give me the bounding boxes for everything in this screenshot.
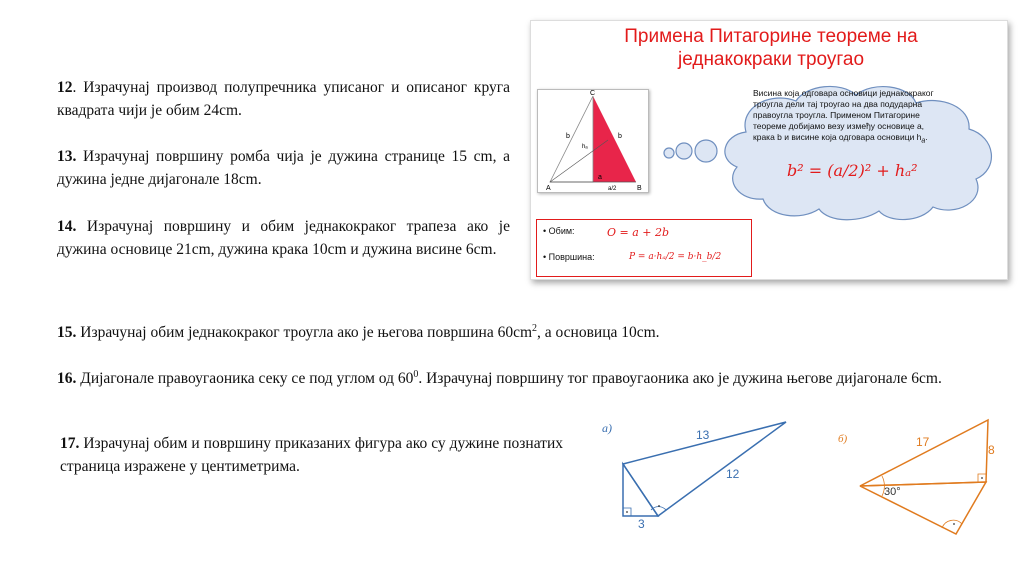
- problem-number: 16.: [57, 370, 77, 387]
- problem-12: [57, 76, 510, 122]
- perimeter-label: Обим:: [548, 226, 575, 236]
- area-label: Површина:: [548, 252, 595, 262]
- vertex-a: A: [546, 185, 551, 192]
- side-b-right: b: [618, 133, 622, 140]
- problem-number: 15.: [57, 324, 77, 341]
- formula-box: • Обим: O = a + 2b • Површина: P = a·hₐ/2 = b·h_b/2: [536, 219, 752, 277]
- problem-text: Израчунај обим и површину приказаних фигура ако су дужине познатих страница изражене у центиметрима.: [60, 435, 563, 475]
- vertex-c: C: [590, 90, 596, 97]
- perimeter-formula: O = a + 2b: [607, 226, 670, 239]
- problem-text-end: . Израчунај површину тог правоугаоника ако је дужина његове дијагонале 6cm.: [418, 370, 942, 387]
- base-label: a: [598, 174, 602, 181]
- side-17-label: 17: [916, 435, 930, 449]
- side-3-label: 3: [638, 517, 645, 531]
- slide-title-line-1: Примена Питагорине теореме на: [624, 26, 918, 47]
- problem-text: Израчунај обим једнакокраког троугла ако је његова површина 60cm: [76, 324, 533, 341]
- slide-title: [571, 25, 971, 71]
- area-formula: P = a·hₐ/2 = b·h_b/2: [629, 252, 722, 262]
- problem-text-end: , а основица 10cm.: [537, 324, 660, 341]
- problem-17: [60, 432, 563, 478]
- side-12-label: 12: [726, 467, 740, 481]
- vertex-b: B: [637, 185, 642, 192]
- cloud-text: Висина која одговара основици једнакокраког троугла дели тај троугао на два подударна правоугла троугла. Применом Питагорине теореме добијамо везу између основице а, крака b и висине која одговара основици $h_a$.: [753, 88, 934, 145]
- superscript: 0: [413, 368, 419, 380]
- side-8-label: 8: [988, 443, 995, 457]
- triangle-diagram: [537, 89, 649, 193]
- problem-text: Израчунај површину и обим једнакокраког трапеза ако је дужина основице 21cm, дужина крака 10cm и дужина висине 6cm.: [57, 218, 510, 258]
- figure-b-label: б): [838, 433, 848, 445]
- side-13-label: 13: [696, 428, 710, 442]
- problem-16: [57, 367, 967, 390]
- problem-number: 17.: [60, 435, 80, 452]
- problem-15: [57, 321, 957, 344]
- problem-13: [57, 145, 510, 191]
- pythagoras-formula: b² = (a/2)² + hₐ²: [787, 161, 918, 180]
- figure-b: [836, 412, 1006, 542]
- problem-14: [57, 215, 510, 261]
- problem-text: Дијагонале правоугаоника секу се под углом од 60: [76, 370, 414, 387]
- problem-number: 12: [57, 79, 73, 96]
- figure-a: [596, 412, 796, 532]
- problem-text: . Израчунај производ полупречника уписаног и описаног круга квадрата чији је обим 24cm.: [57, 79, 510, 119]
- side-b-left: b: [566, 133, 570, 140]
- half-base-label: a/2: [608, 186, 617, 192]
- problem-number: 14.: [57, 218, 77, 235]
- figure-a-label: а): [602, 421, 612, 435]
- slide-card: [530, 20, 1008, 280]
- angle-30-label: 30°: [884, 486, 901, 498]
- slide-title-line-2: једнакокраки троугао: [677, 49, 865, 70]
- problem-text: Израчунај површину ромба чија је дужина странице 15 cm, а дужина једне дијагонале 18cm.: [57, 148, 510, 188]
- height-label: hₐ: [582, 144, 588, 150]
- problem-number: 13.: [57, 148, 77, 165]
- superscript: 2: [532, 322, 538, 334]
